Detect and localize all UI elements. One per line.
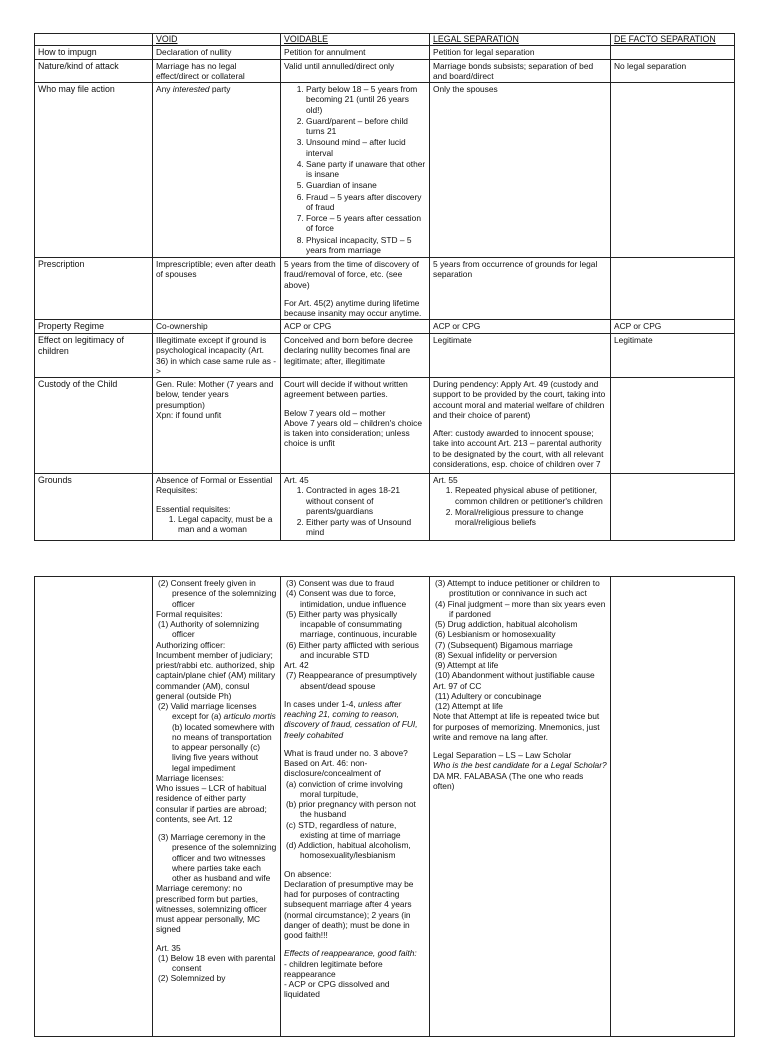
list-item xyxy=(156,701,277,773)
header-legal-separation: LEGAL SEPARATION xyxy=(430,34,611,46)
cell-defacto xyxy=(611,577,735,1037)
list-item: 2. Either party was of Unsound mind xyxy=(306,517,426,538)
list xyxy=(156,514,277,535)
list-item: 1. Contracted in ages 18-21 without consent of parents/guardians xyxy=(306,485,426,516)
list-item: (d) Addiction, habitual alcoholism, homosexuality/lesbianism xyxy=(286,840,411,861)
cell-legal: ACP or CPG xyxy=(430,320,611,334)
paragraph: For Art. 45(2) anytime during lifetime because insanity may occur anytime. xyxy=(284,297,422,319)
row-label: Property Regime xyxy=(35,320,153,334)
row-label: Grounds xyxy=(35,474,153,541)
list-item: (8) Sexual infidelity or perversion xyxy=(435,649,557,660)
row-who-may-file xyxy=(35,83,735,258)
paragraph: Legal Separation – LS – Law Scholar xyxy=(433,750,572,760)
row-legitimacy xyxy=(35,334,735,378)
list-item: (7) (Subsequent) Bigamous marriage xyxy=(435,639,573,650)
list-item: (12) Attempt at life xyxy=(435,701,503,711)
cell-defacto xyxy=(611,46,735,60)
paragraph: What is fraud under no. 3 above? xyxy=(284,747,408,758)
subheading: Authorizing officer: xyxy=(156,639,226,650)
list-item: (c) STD, regardless of nature, existing at time of marriage xyxy=(286,819,401,840)
paragraph: Xpn: if found unfit xyxy=(156,409,222,420)
text: no prescribed form but parties, witnesses, solemnizing officer must appear personally, MC signed xyxy=(156,883,267,935)
paragraph: Art. 42 xyxy=(284,660,309,670)
list xyxy=(433,485,607,527)
cell-legal: Only the spouses xyxy=(430,83,611,258)
text: party xyxy=(209,84,231,95)
header-row xyxy=(35,34,735,46)
row-label: Custody of the Child xyxy=(35,378,153,474)
list-item: 6. Fraud – 5 years after discovery of fraud xyxy=(306,192,426,213)
list-item: (3) Marriage ceremony in the presence of the solemnizing officer and two witnesses where parties take each other as husband and wife xyxy=(158,832,277,883)
cell-voidable: Valid until annulled/direct only xyxy=(281,59,430,83)
row-label: Nature/kind of attack xyxy=(35,59,153,83)
page-one xyxy=(34,33,734,538)
list-item: 1. Party below 18 – 5 years from becoming 21 (until 26 years old!) xyxy=(306,84,426,115)
cell-void xyxy=(153,83,281,258)
cell-label xyxy=(35,577,153,1037)
row-custody xyxy=(35,378,735,474)
comparison-table xyxy=(34,33,735,541)
list-item: (2) Solemnized by xyxy=(158,973,226,984)
cell-voidable xyxy=(281,258,430,320)
list-item: 5. Guardian of insane xyxy=(306,180,426,190)
row-label: Prescription xyxy=(35,258,153,320)
list-item: (3) Attempt to induce petitioner or children to prostitution or connivance in such act xyxy=(435,578,600,599)
paragraph: Based on Art. 46: non-disclosure/concealment of xyxy=(284,758,381,779)
list-item: (10) Abandonment without justifiable cause xyxy=(435,670,595,681)
list-item: 1. Repeated physical abuse of petitioner, common children or petitioner's children xyxy=(455,485,607,506)
paragraph: During pendency: Apply Art. 49 (custody and support to be provided by the court, taking into account moral and material welfare of children and their choice of parent) xyxy=(433,379,606,420)
row-grounds-continued xyxy=(35,577,735,1037)
list-item: (6) Either party afflicted with serious and incurable STD xyxy=(286,639,419,660)
cell-legal: Legitimate xyxy=(430,334,611,378)
paragraph xyxy=(284,699,426,740)
list-item: (9) Attempt at life xyxy=(435,660,499,670)
cell-defacto xyxy=(611,83,735,258)
list-item: (5) Either party was physically incapable of consummating marriage, continuous, incurable xyxy=(286,608,417,640)
italic-text: unless after reaching 21, coming to reason, discovery of fraud, cessation of FUI, freely cohabited xyxy=(284,698,418,740)
paragraph: Court will decide if without written agreement between parties. xyxy=(284,379,408,400)
paragraph: Essential requisites: xyxy=(156,503,231,514)
paragraph: Gen. Rule: Mother (7 years and below, tender years presumption) xyxy=(156,379,274,410)
list xyxy=(284,485,426,537)
cell-defacto: Legitimate xyxy=(611,334,735,378)
voidable-filers-list xyxy=(284,84,426,255)
paragraph: - children legitimate before reappearance xyxy=(284,958,383,979)
page-two xyxy=(34,576,734,1024)
cell-legal xyxy=(430,474,611,541)
cell-defacto: No legal separation xyxy=(611,59,735,83)
row-grounds xyxy=(35,474,735,541)
list-item: (4) Consent was due to force, intimidation, undue influence xyxy=(286,588,407,609)
paragraph: Below 7 years old – mother xyxy=(284,407,386,418)
text: (b) located somewhere with no means of transportation to appear personally (c) living five years without legal impediment xyxy=(172,721,275,773)
cell-void: Declaration of nullity xyxy=(153,46,281,60)
paragraph: 5 years from the time of discovery of fraud/removal of force, etc. (see above) xyxy=(284,259,419,290)
list-item: 8. Physical incapacity, STD – 5 years from marriage xyxy=(306,235,426,256)
cell-voidable xyxy=(281,378,430,474)
paragraph xyxy=(156,883,277,934)
list-item: (3) Consent was due to fraud xyxy=(286,578,395,588)
paragraph: Art. 55 xyxy=(433,475,458,486)
cell-void: Imprescriptible; even after death of spouses xyxy=(153,258,281,320)
cell-voidable: ACP or CPG xyxy=(281,320,430,334)
list-item: (2) Consent freely given in presence of the solemnizing officer xyxy=(158,578,277,609)
paragraph: Formal requisites: xyxy=(156,608,223,619)
paragraph: Absence of Formal or Essential Requisites: xyxy=(156,475,273,496)
list-item: (b) prior pregnancy with person not the husband xyxy=(286,799,416,820)
row-prescription xyxy=(35,258,735,320)
row-label: Effect on legitimacy of children xyxy=(35,334,153,378)
cell-defacto: ACP or CPG xyxy=(611,320,735,334)
list-item: (5) Drug addiction, habitual alcoholism xyxy=(435,619,578,629)
cell-void xyxy=(153,474,281,541)
cell-defacto xyxy=(611,378,735,474)
cell-void xyxy=(153,577,281,1037)
cell-legal: Marriage bonds subsists; separation of bed and board/direct xyxy=(430,59,611,83)
text: In cases under 1-4, xyxy=(284,698,359,709)
list-item: 7. Force – 5 years after cessation of force xyxy=(306,213,426,234)
header-de-facto-separation: DE FACTO SEPARATION xyxy=(611,34,735,46)
cell-void xyxy=(153,378,281,474)
cell-voidable: Conceived and born before decree declaring nullity becomes final are legitimate; after, illegitimate xyxy=(281,334,430,378)
list-item: (7) Reappearance of presumptively absent/dead spouse xyxy=(286,670,417,691)
subheading: Marriage ceremony: xyxy=(156,883,231,894)
italic-text: interested xyxy=(172,84,210,95)
header-void: VOID xyxy=(153,34,281,46)
cell-voidable xyxy=(281,474,430,541)
paragraph: After: custody awarded to innocent spouse; take into account Art. 213 – parental authority to be designated by the court, with all relevant considerations, esp. choice of children over 7 xyxy=(433,428,604,469)
cell-defacto xyxy=(611,258,735,320)
list-item: (1) Below 18 even with parental consent xyxy=(158,952,276,973)
list-item: 2. Guard/parent – before child turns 21 xyxy=(306,116,426,137)
header-blank xyxy=(35,34,153,46)
continuation-table xyxy=(34,576,735,1037)
row-label: How to impugn xyxy=(35,46,153,60)
list-item: 2. Moral/religious pressure to change moral/religious beliefs xyxy=(455,507,607,528)
text: Any xyxy=(156,84,173,95)
list-item: 4. Sane party if unaware that other is insane xyxy=(306,159,426,180)
row-label: Who may file action xyxy=(35,83,153,258)
cell-legal xyxy=(430,577,611,1037)
italic-text: articulo mortis xyxy=(223,711,276,722)
paragraph: DA MR. FALABASA (The one who reads often) xyxy=(433,770,584,791)
cell-legal: Petition for legal separation xyxy=(430,46,611,60)
cell-legal xyxy=(430,378,611,474)
paragraph: Above 7 years old – children's choice is taken into consideration; unless choice is unfit xyxy=(284,417,423,449)
cell-void: Co-ownership xyxy=(153,320,281,334)
paragraph: Who issues – LCR of habitual residence of either party consular if parties are abroad; contents, see Art. 12 xyxy=(156,783,267,824)
italic-heading: Effects of reappearance, good faith: xyxy=(284,948,417,959)
row-property-regime xyxy=(35,320,735,334)
paragraph: Art. 45 xyxy=(284,475,309,486)
paragraph: Declaration of presumptive may be had for purposes of contracting subsequent marriage after 4 years (normal circumstance); 2 years (in danger of death); must be done in good faith!!! xyxy=(284,878,414,940)
cell-voidable xyxy=(281,577,430,1037)
cell-voidable xyxy=(281,83,430,258)
list-item: (4) Final judgment – more than six years even if pardoned xyxy=(435,598,606,619)
list-item: (1) Authority of solemnizing officer xyxy=(158,619,260,640)
header-voidable: VOIDABLE xyxy=(281,34,430,46)
list-item: (6) Lesbianism or homosexuality xyxy=(435,629,556,640)
list-item: 1. Legal capacity, must be a man and a woman xyxy=(178,514,277,535)
list-item: (11) Adultery or concubinage xyxy=(435,690,542,701)
cell-void: Marriage has no legal effect/direct or collateral xyxy=(153,59,281,83)
subheading: Marriage licenses: xyxy=(156,772,224,783)
paragraph: Art. 97 of CC xyxy=(433,680,482,691)
subheading: On absence: xyxy=(284,868,332,879)
cell-void: Illegitimate except if ground is psychological incapacity (Art. 36) in which case same rule as -> xyxy=(153,334,281,378)
paragraph: Art. 35 xyxy=(156,942,181,953)
cell-voidable: Petition for annulment xyxy=(281,46,430,60)
paragraph: Note that Attempt at life is repeated twice but for purposes of memorizing. Mnemonics, just write and remove na lang after. xyxy=(433,711,600,742)
italic-text: Who is the best candidate for a Legal Scholar? xyxy=(433,760,607,771)
row-how-to-impugn xyxy=(35,46,735,60)
list-item: 3. Unsound mind – after lucid interval xyxy=(306,137,426,158)
paragraph: Incumbent member of judiciary; priest/rabbi etc. authorized, ship captain/plane chief (AM) military commander (AM), consul general (outside Ph) xyxy=(156,649,276,701)
text: (2) Valid marriage licenses except for (a) xyxy=(158,701,257,722)
list-item: (a) conviction of crime involving moral turpitude, xyxy=(286,778,403,799)
paragraph: - ACP or CPG dissolved and liquidated xyxy=(284,979,390,1000)
row-nature xyxy=(35,59,735,83)
cell-defacto xyxy=(611,474,735,541)
cell-legal: 5 years from occurrence of grounds for legal separation xyxy=(430,258,611,320)
